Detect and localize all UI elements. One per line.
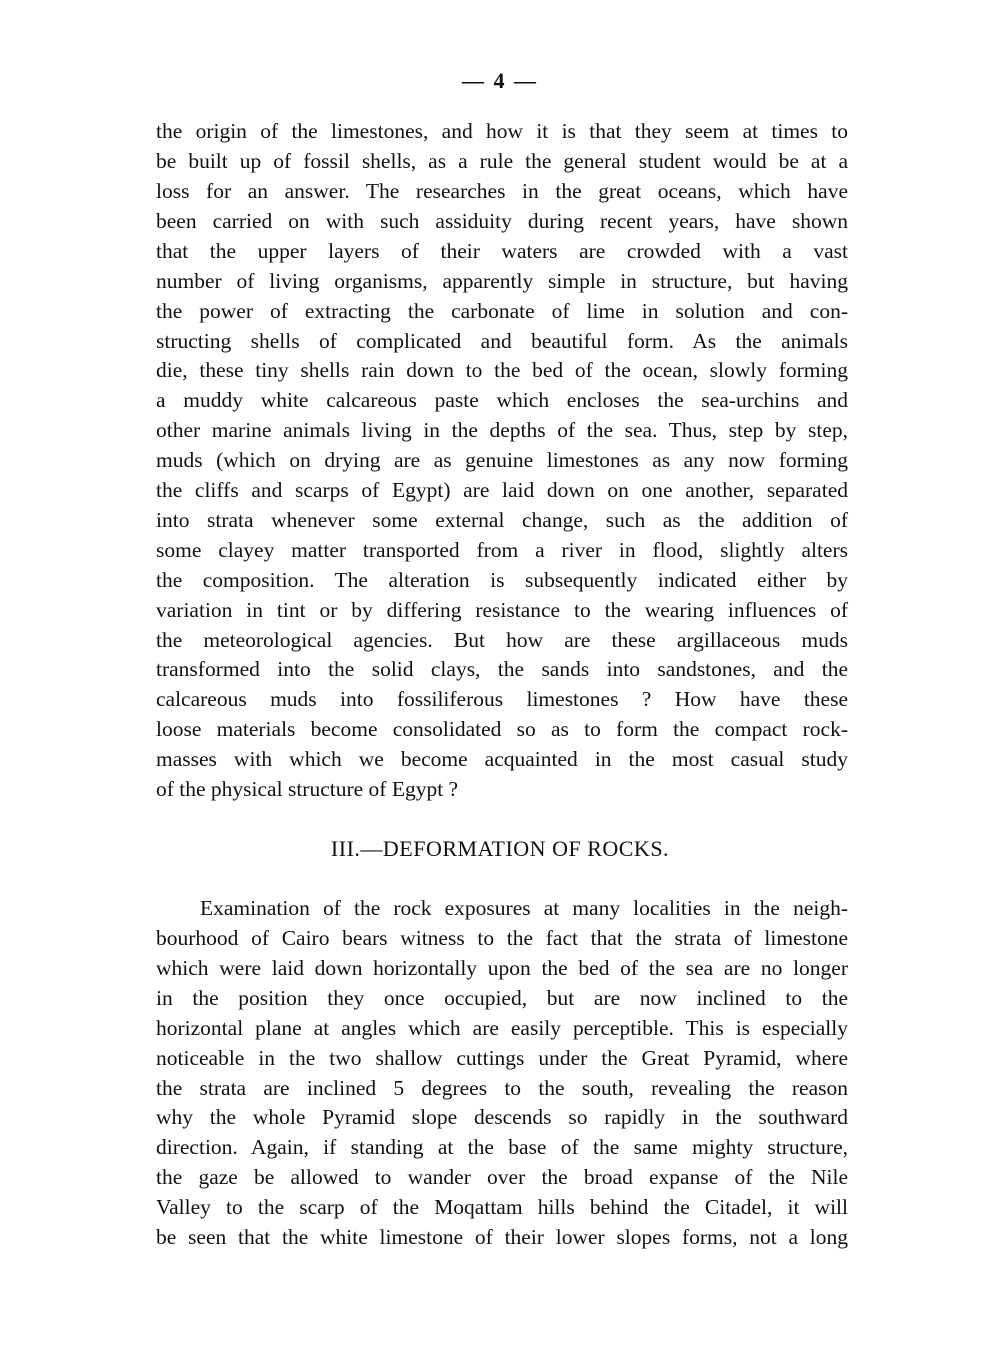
text-line: in the position they once occupied, but are now inclined to the <box>156 986 848 1010</box>
text-line: bourhood of Cairo bears witness to the fact that the strata of limestone <box>156 926 848 950</box>
text-line: Valley to the scarp of the Moqattam hills behind the Citadel, it will <box>156 1195 848 1219</box>
text-line: been carried on with such assiduity during recent years, have shown <box>156 209 848 233</box>
text-line: the composition. The alteration is subsequently indicated either by <box>156 568 848 592</box>
text-line: be built up of fossil shells, as a rule the general student would be at a <box>156 149 848 173</box>
text-line: Examination of the rock exposures at many localities in the neigh- <box>200 896 848 920</box>
text-line: direction. Again, if standing at the base of the same mighty structure, <box>156 1135 848 1159</box>
text-line: be seen that the white limestone of their lower slopes forms, not a long <box>156 1225 848 1249</box>
text-line: loose materials become consolidated so as to form the compact rock- <box>156 717 848 741</box>
text-line: that the upper layers of their waters are crowded with a vast <box>156 239 848 263</box>
text-line: into strata whenever some external change, such as the addition of <box>156 508 848 532</box>
text-line: the origin of the limestones, and how it is that they seem at times to <box>156 119 848 143</box>
text-line: the meteorological agencies. But how are these argillaceous muds <box>156 628 848 652</box>
text-line: the strata are inclined 5 degrees to the south, revealing the reason <box>156 1076 848 1100</box>
text-line: number of living organisms, apparently simple in structure, but having <box>156 269 848 293</box>
text-line: which were laid down horizontally upon the bed of the sea are no longer <box>156 956 848 980</box>
section-heading: III.—DEFORMATION OF ROCKS. <box>330 836 670 861</box>
text-line: calcareous muds into fossiliferous limestones ? How have these <box>156 687 848 711</box>
text-line: horizontal plane at angles which are easily perceptible. This is especially <box>156 1016 848 1040</box>
text-line: noticeable in the two shallow cuttings under the Great Pyramid, where <box>156 1046 848 1070</box>
text-line: muds (which on drying are as genuine limestones as any now forming <box>156 448 848 472</box>
text-line: structing shells of complicated and beautiful form. As the animals <box>156 329 848 353</box>
text-line: loss for an answer. The researches in the great oceans, which have <box>156 179 848 203</box>
text-line: transformed into the solid clays, the sands into sandstones, and the <box>156 657 848 681</box>
text-line: variation in tint or by differing resistance to the wearing influences of <box>156 598 848 622</box>
text-line: why the whole Pyramid slope descends so rapidly in the southward <box>156 1105 848 1129</box>
text-line: masses with which we become acquainted in the most casual study <box>156 747 848 771</box>
text-line: a muddy white calcareous paste which encloses the sea-urchins and <box>156 388 848 412</box>
text-line: the cliffs and scarps of Egypt) are laid down on one another, separated <box>156 478 848 502</box>
text-line: some clayey matter transported from a river in flood, slightly alters <box>156 538 848 562</box>
text-line: die, these tiny shells rain down to the bed of the ocean, slowly forming <box>156 358 848 382</box>
text-line: other marine animals living in the depths of the sea. Thus, step by step, <box>156 418 848 442</box>
text-line: of the physical structure of Egypt ? <box>156 777 459 801</box>
text-line: the gaze be allowed to wander over the broad expanse of the Nile <box>156 1165 848 1189</box>
page-number: — 4 — <box>462 68 538 93</box>
text-line: the power of extracting the carbonate of lime in solution and con- <box>156 299 848 323</box>
